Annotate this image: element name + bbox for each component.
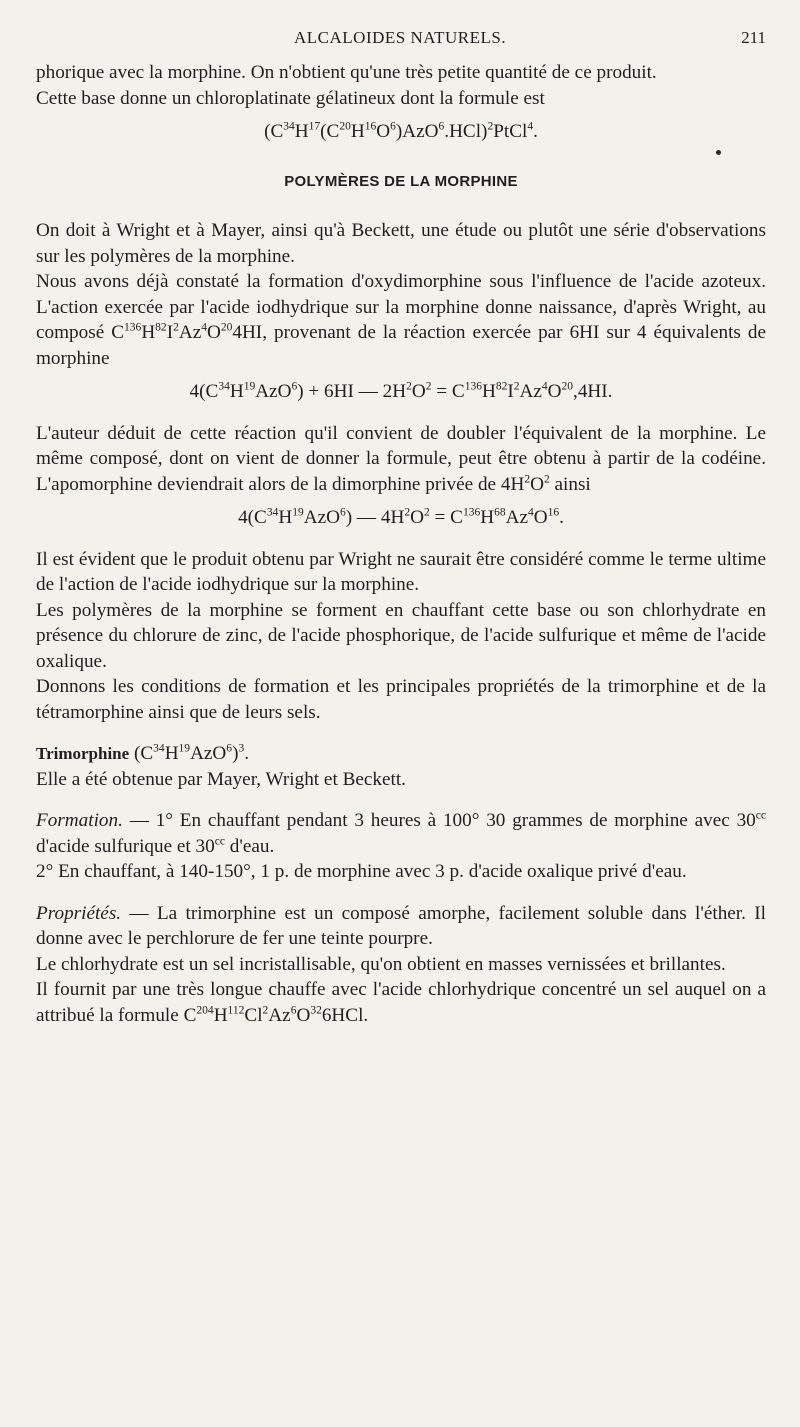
paragraph-3-tail: ainsi (549, 473, 591, 495)
paragraph-4: Il est évident que le produit obtenu par Wright ne saurait être considéré comme le terme ultime de l'action de l'acide iodhydrique sur la morphine. (36, 548, 766, 595)
unit-cc-2: cc (214, 835, 225, 848)
paragraph-intro-1: phorique avec la morphine. On n'obtient qu'une très petite quantité de ce produit. (36, 62, 657, 83)
formation-text-1: — 1° En chauffant pendant 3 heures à 100° 30 grammes de morphine avec 30 (122, 810, 756, 831)
paragraph-3: L'auteur déduit de cette réaction qu'il convient de doubler l'équivalent de la morphine. Le même composé, dont on vient de donner la formule, peut être obtenu à partir de la codéine. L'apomorphine deviendrait alors de la dimorphine privée de $4H^2O^2$ ainsi (36, 422, 766, 495)
paragraph-2: Nous avons déjà constaté la formation d'oxydimorphine sous l'influence de l'acide azoteux. L'action exercée par l'acide iodhydrique sur la morphine donne naissance, d'après Wright, au composé $C^{136}H^{82}I^2Az^4O^{20}4HI$, provenant de la réaction exercée par 6HI sur 4 équivalents de morphine (36, 271, 766, 369)
running-title: ALCALOIDES NATURELS. (294, 28, 507, 47)
paragraph-3-text: L'auteur déduit de cette réaction qu'il convient de doubler l'équivalent de la morphine. Le même composé, dont on vient de donner la formule, peut être obtenu à partir de la codéine. L'apomorphine deviendrait alors de la dimorphine privée de (36, 422, 766, 495)
formation-text-2: d'acide sulfurique et 30 (36, 835, 215, 857)
section-title: POLYMÈRES DE LA MORPHINE (284, 172, 518, 190)
trimorphine-heading-line: Trimorphine $(C^{34}H^{19}AzO^6)^3$. (36, 742, 250, 764)
proprietes-paragraph-3: Il fournit par une très longue chauffe avec l'acide chlorhydrique concentré un sel auquel on a attribué la formule $C^{204}H^{112}Cl^2Az^6O^{32}6HCl$. (36, 979, 766, 1026)
paragraph-1: On doit à Wright et à Mayer, ainsi qu'à Beckett, une étude ou plutôt une série d'observations sur les polymères de la morphine. (36, 220, 766, 267)
paragraph-5: Les polymères de la morphine se forment en chauffant cette base ou son chlorhydrate en présence du chlorure de zinc, de l'acide phosphorique, de l'acide sulfurique et même de l'acide oxalique. (36, 599, 766, 672)
trimorphine-heading: Trimorphine (36, 744, 130, 763)
page-header (36, 28, 766, 58)
formation-paragraph-2: 2° En chauffant, à 140-150°, 1 p. de morphine avec 3 p. d'acide oxalique privé d'eau. (36, 861, 687, 882)
trimorphine-line: Elle a été obtenue par Mayer, Wright et Beckett. (36, 768, 406, 790)
body-text (36, 60, 766, 1028)
formula-chloroplatinate: $(C^{34}H^{17}(C^{20}H^{16}O^6)AzO^6.HCl)^2PtCl^4$. (264, 120, 538, 142)
paragraph-6: Donnons les conditions de formation et les principales propriétés de la trimorphine et de la tétramorphine ainsi que de leurs sels. (36, 676, 766, 723)
proprietes-text-3: Il fournit par une très longue chauffe avec l'acide chlorhydrique concentré un sel auquel on a attribué la formule (36, 979, 766, 1026)
paragraph-2-end: , provenant de la réaction exercée par 6HI sur 4 équivalents de morphine (36, 322, 766, 369)
proprietes-text-1: — La trimorphine est un composé amorphe, facilement soluble dans l'éther. Il donne avec le perchlorure de fer une teinte pourpre. (36, 902, 766, 949)
paragraph-intro-2: Cette base donne un chloroplatinate gélatineux dont la formule est (36, 87, 545, 109)
paragraph-2-start: Nous avons déjà constaté la formation d'oxydimorphine sous l'influence de l'acide azoteux. L'action exercée par l'acide iodhydrique sur la morphine donne naissance, d'après Wright, au composé (36, 271, 766, 343)
page-number: 211 (741, 28, 766, 47)
formula-reaction-1: $4(C^{34}H^{19}AzO^6) + 6HI$ — $2H^2O^2 = C^{136}H^{82}I^2Az^4O^{20},4HI$. (189, 380, 613, 402)
unit-cc-1: cc (755, 809, 766, 822)
proprietes-paragraph (36, 901, 766, 952)
formation-paragraph (36, 808, 766, 859)
formation-text-3: d'eau. (224, 835, 275, 857)
formula-reaction-2: $4(C^{34}H^{19}AzO^6)$ — $4H^2O^2 = C^{136}H^{68}Az^4O^{16}$. (238, 506, 564, 528)
formation-label: Formation. (36, 810, 123, 831)
proprietes-paragraph-2: Le chlorhydrate est un sel incristallisable, qu'on obtient en masses vernissées et brillantes. (36, 953, 726, 975)
proprietes-label: Propriétés. (36, 902, 122, 924)
